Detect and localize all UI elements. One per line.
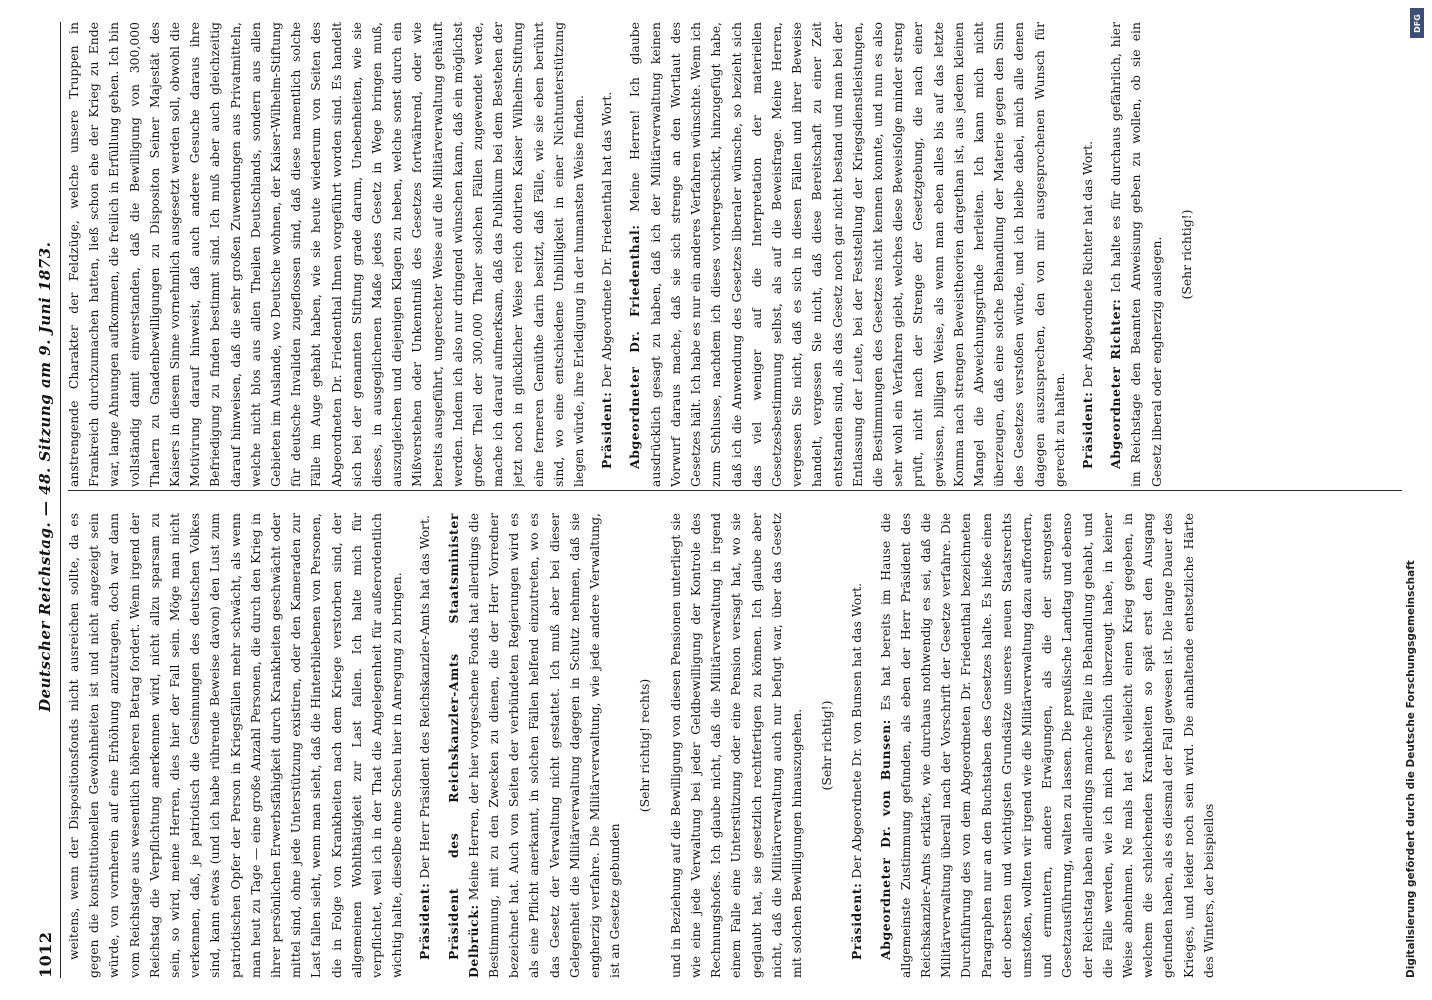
left-column — [64, 513, 1406, 978]
speech-paragraph — [597, 22, 617, 487]
speaker-name: Abgeordneter Dr. Friedenthal: — [627, 224, 643, 469]
text-columns — [64, 22, 1406, 978]
speech-paragraph — [625, 22, 1069, 487]
paragraph-text: Meine Herren! Ich glaube ausdrücklich gesagt zu haben, daß ich der Militärverwaltung keinen Vorwurf daraus mache, daß sie sich strenge an den Wortlaut des Gesetzes hält. Ich habe es nur ein anderes Verfahren wünschte. Wenn ich zum Schlusse, nachdem ich dieses vorhergeschickt, hinzugefügt habe, daß ich die Anwendung des Gesetzes liberaler wünsche, so bezieht sich das viel weniger auf die Interpretation der materiellen Gesetzesbestimmung selbst, als auf die Beweisfrage. Meine Herren, vergessen Sie nicht, daß es sich in diesen Fällen und ihrer Beweise handelt, vergessen Sie nicht, daß diese Bereitschaft zu einer Zeit entstanden sind, als das Gesetz noch gar nicht bestand und man bei der Entlassung der Leute, bei der Feststellung der Kriegsdienstleistungen, die Bestimmungen des Gesetzes nicht kennen konnte, und nun es also sehr wohl ein Verfahren giebt, welches diese Beweisfolge minder streng prüft, nicht nach der Strenge der Gesetzgebung, die nach einer gewissen, billigen Weise, als wenn man eben alles bis auf das letzte Komma nach strengen Beweistheorien dargethan ist, aus jedem kleinen Mangel die Abweichungsgründe herleiten. Ich kann mich nicht überzeugen, daß eine solche Behandlung der Materie gegen den Sinn des Gesetzes verstoßen würde, und ich bleibe dabei, mich alle denen dagegen auszusprechen, den von mir ausgesprochenen Wunsch für gerecht zu halten. — [627, 22, 1067, 487]
paragraph-text: (Sehr richtig!) — [819, 700, 835, 791]
right-column — [64, 22, 1406, 487]
speaker-name: Präsident: — [599, 391, 615, 469]
paragraph-text: Der Abgeordnete Dr. Friedenthal hat das Wort. — [599, 91, 615, 388]
paragraph-text: Meine Herren, der hier vorgeschene Fonds hat allerdings die Bestimmung, mit zu den Zwecken zu dienen, die der Herr Vorredner bezeichnet hat. Auch von Seiten der verbündeten Regierungen wird es als eine Pflicht anerkannt, in solchen Fällen helfend einzutreten, wo es das Gesetz der Verwaltung nicht gestattet. Ich muß aber bei dieser Gelegenheit die Militärverwaltung dagegen in Schutz nehmen, daß sie engherzig verfahre. Die Militärverwaltung, wie jede andere Verwaltung, ist an Gesetze gebunden — [465, 513, 623, 978]
paragraph-text: Der Herr Präsident des Reichskanzler-Amts hat das Wort. — [417, 515, 433, 879]
paragraph-text: und in Beziehung auf die Bewilligung von diesen Pensionen unterliegt sie wie eine jede Verwaltung bei jeder Geldbewilligung der Kontrole des Rechnungshofes. Ich glaube nicht, daß die Militärverwaltung in irgend einem Falle eine Unterstützung oder eine Pension versagt hat, wo sie geglaubt hat, sie gesetzlich rechtfertigen zu können. Ich glaube aber nicht, daß die Militärverwaltung auch nur befugt war, über das Gesetz mit solchen Bewilligungen hinauszugehen. — [667, 513, 804, 978]
rotated-page-content — [16, 10, 1416, 990]
column-divider — [68, 490, 1402, 491]
paragraph-text: Ich halte es für durchaus gefährlich, hier im Reichstage den Beamten Anweisung geben zu wollen, ob sie ein Gesetz liberal oder engherzig auslegen. — [1108, 22, 1164, 487]
text-paragraph — [64, 513, 407, 978]
text-paragraph — [666, 513, 807, 978]
paragraph-text: Der Abgeordnete Dr. von Bunsen hat das Wort. — [849, 582, 865, 879]
interjection — [635, 513, 655, 978]
speaker-name: Abgeordneter Dr. von Bunsen: — [877, 719, 893, 960]
speaker-name: Abgeordneter Richter: — [1108, 298, 1124, 469]
paragraph-text: weitens, wenn der Dispositionsfonds nicht ausreichen sollte, da es gegen die konstitutionellen Gewohnheiten ist und nicht angezeigt sein würde, von vornherein auf eine Erhöhung anzutragen, doch war dann vom Reichstage aus wesentlich höheren Betrag fordert. Wenn irgend der Reichstag die Verpflichtung anerkennen wird, nicht allzu sparsam zu sein, so wird, meine Herren, dies hier der Fall sein. Möge man nicht verkennen, daß, je patriotisch die Gesinnungen des deutschen Volkes sind, kann etwas (und ich habe rührende Beweise davon) den Lust zum patriotischen Opfer der Person in Kriegsfällen mehr schwächt, als wenn man heut zu Tage — eine große Anzahl Personen, die durch den Krieg in ihrer persönlichen Erwerbsfähigkeit durch Krankheiten geschwächt oder mittel sind, ohne jede Unterstützung existiren, oder den Kameraden zur Last fallen sieht, wenn man sieht, daß die Hinterbliebenen von Personen, die in Folge von Krankheiten nach dem Kriege verstorben sind, der allgemeinen Wohlthätigkeit zur Last fallen. Ich halte mich für verpflichtet, weil ich in der That die Angelegenheit für außerordentlich wichtig halte, dieselbe ohne Scheu hier in Anregung zu bringen. — [66, 513, 405, 978]
speaker-name: Präsident: — [417, 882, 433, 960]
speaker-name: Präsident: — [1079, 391, 1095, 469]
paragraph-text: (Sehr richtig! rechts) — [637, 678, 653, 813]
speaker-name: Präsident: — [849, 882, 865, 960]
paragraph-text: (Sehr richtig!) — [1178, 209, 1194, 300]
paragraph-text: Es hat bereits im Hause die allgemeinste Zustimmung gefunden, als eben der Herr Präsident des Reichskanzler-Amts erklärte, wie durchaus nothwendig es sei, daß die Militärverwaltung überall nach der Vorschrift der Gesetze verfahre. Die Durchführung des von dem Abgeordneten Dr. Friedenthal bezeichneten Paragraphen nur an den Buchstaben des Gesetzes halte. Es hieße einen der obersten und wichtigsten Grundsätze unseres neuen Staatsrechts umstoßen, wollten wir irgend wie die Militärverwaltung dazu auffordern, und ermuntern, andere Erwägungen, als die der strengsten Gesetzausführung, walten zu lassen. Die preußische Landtag und ebenso der Reichstag haben allerdings manche Fälle in Behandlung gehabt, und die Fälle werden, wie ich mich persönlich überzeugt habe, in keiner Weise abnehmen. Ne mals hat es vielleicht einen Krieg gegeben, in welchem die schleichenden Krankheiten so spät erst den Ausgang gefunden haben, als es diesmal der Fall gewesen ist. Die lange Dauer des Krieges, und leider noch sein wird. Die anhaltende entsetzliche Härte des Winters, der beispiellos — [877, 513, 1216, 978]
speech-paragraph — [415, 513, 435, 978]
header-rule — [60, 22, 61, 978]
paragraph-text: Der Abgeordnete Richter hat das Wort. — [1079, 140, 1095, 388]
credit-text: Digitalisierung gefördert durch die Deutsche Forschungsgemeinschaft — [1405, 560, 1417, 978]
speech-paragraph — [847, 513, 867, 978]
dfg-logo-text: DFG — [1412, 13, 1422, 33]
text-paragraph — [64, 22, 589, 487]
digitization-credit — [1398, 10, 1424, 990]
speech-paragraph — [876, 513, 1219, 978]
speech-paragraph — [1078, 22, 1098, 487]
paragraph-text: anstrengende Charakter der Feldzüge, welche unsere Truppen in Frankreich durchzumachen hatten, ließ schon ehe der Krieg zu Ende war, lange Ahnungen aufkommen, die freilich in Erfüllung gehen. Ich bin vollständig damit einverstanden, daß die Bewilligung von 300,000 Thalern zu Gnadenbewilligungen zu Dispositon Seiner Majestät des Kaisers in diesem Sinne vornehmlich ausgesetzt werden soll, obwohl die Motivirung darauf hinweist, daß auch andere Gesuche daraus ihre Befriedigung zu finden bestimmt sind. Ich muß aber auch gleichzeitig darauf hinweisen, daß die sehr großen Zuwendungen aus Privatmitteln, welche nicht blos aus allen Theilen Deutschlands, sondern aus allen Gebieten im Auslande, wo Deutsche wohnen, der Kaiser-Wilhelm-Stiftung für deutsche Invaliden zugeflossen sind, daß diese namentlich solche Fälle im Auge gehabt haben, wie sie heute wiederum von Seiten des Abgeordneten Dr. Friedenthal Ihnen vorgeführt worden sind. Es handelt sich bei der genannten Stiftung grade darum, Unebenheiten, wie sie dieses, in ausgeglichenen Maße jedes Gesetz in Wege bringen muß, auszugleichen und diejenigen Klagen zu heben, welche sonst durch ein Mißverstehen oder Unkenntniß des Gesetzes fortwährend, oder wie bereits ausgeführt, ungerechter Weise auf die Militärverwaltung gehäuft werden. Indem ich also nur dringend wünschen kann, daß ein möglichst großer Theil der 300,000 Thaler solchen Fällen zugewendet werde, mache ich darauf aufmerksam, daß das Publikum bei dem Bestehen der jetzt noch in glücklicher Weise reich dotirten Kaiser Wilhelm-Stiftung eine ferneren Gemüthe darin besitzt, daß Fälle, wie sie eben berührt sind, wo eine entschiedene Unbilligkeit in einer Nichtunterstützung liegen würde, ihre Erledigung in der humansten Weise finden. — [66, 22, 587, 487]
speaker-name: Präsident des Reichskanzler-Amts Staatsminister Delbrück: — [445, 513, 481, 978]
dfg-logo — [1410, 8, 1424, 38]
interjection — [1177, 22, 1197, 487]
speech-paragraph — [1106, 22, 1167, 487]
speech-paragraph — [444, 513, 626, 978]
page-header — [32, 22, 58, 978]
page-number: 1012 — [35, 931, 55, 978]
running-title: Deutscher Reichstag. — 48. Sitzung am 9. Juni 1873. — [36, 241, 54, 712]
interjection — [817, 513, 837, 978]
